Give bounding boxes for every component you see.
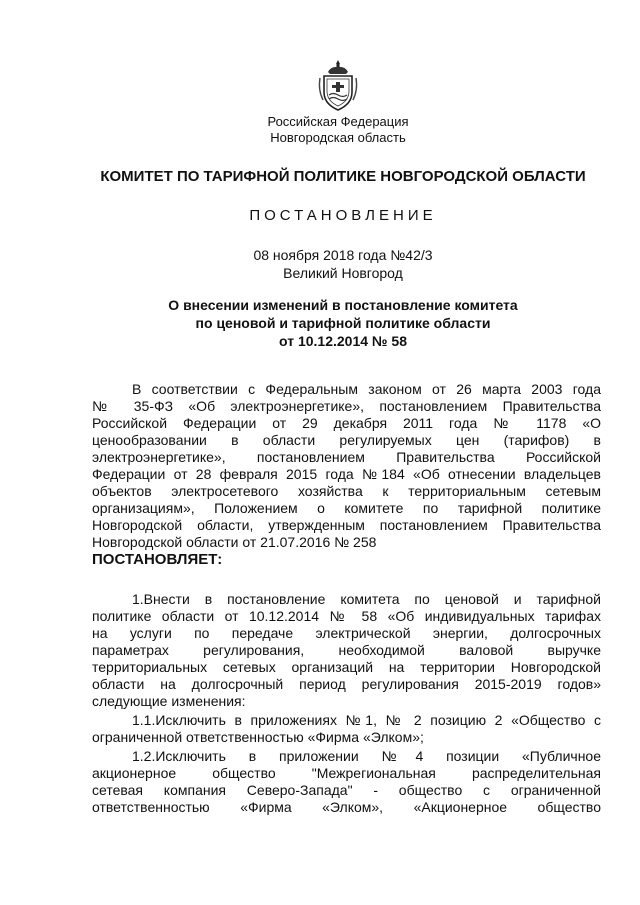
text-line: 1.1.Исключить в приложениях №1, № 2 позицию 2 «Общество с <box>132 712 601 728</box>
text-line: ответственностью «Фирма «Элком», «Акционерное общество <box>92 799 601 815</box>
text-line: организациям», Положением о комитете по тарифной политике <box>92 500 601 516</box>
title-line: О внесении изменений в постановление комитета <box>168 297 518 313</box>
item-1-1 <box>92 712 601 746</box>
text-line: ценообразовании в области регулируемых цен (тарифов) в <box>92 432 601 448</box>
text-line: объектов электросетевого хозяйства к территориальным сетевым <box>92 483 601 499</box>
text-line: Новгородской области, утвержденным постановлением Правительства <box>92 517 601 533</box>
text-line: электроэнергетике», постановлением Правительства Российской <box>92 449 601 465</box>
resolves-heading: ПОСТАНОВЛЯЕТ: <box>92 551 223 568</box>
text-line: В соответствии с Федеральным законом от 26 марта 2003 года <box>132 381 601 397</box>
country-name: Российская Федерация <box>267 114 409 129</box>
text-line: территориальных сетевых организаций на территории Новгородской <box>92 659 601 675</box>
text-line: политике области от 10.12.2014 № 58 «Об индивидуальных тарифах <box>92 608 601 624</box>
text-line: акционерное общество "Межрегиональная распределительная <box>92 765 601 781</box>
text-line: ограниченной ответственностью «Фирма «Элком»; <box>92 729 424 745</box>
committee-name: КОМИТЕТ ПО ТАРИФНОЙ ПОЛИТИКЕ НОВГОРОДСКОЙ ОБЛАСТИ <box>100 168 586 185</box>
document-title <box>0 296 640 350</box>
text-line: 1.Внести в постановление комитета по ценовой и тарифной <box>132 591 601 607</box>
text-line: на услуги по передаче электрической энергии, долгосрочных <box>92 625 601 641</box>
item-1-2 <box>92 748 601 816</box>
document-type: ПОСТАНОВЛЕНИЕ <box>249 207 437 224</box>
document-city: Великий Новгород <box>283 265 403 281</box>
region-name: Новгородская область <box>270 130 406 145</box>
title-line: по ценовой и тарифной политике области <box>195 315 491 331</box>
text-line: параметрах регулирования, необходимой валовой выручке <box>92 642 601 658</box>
text-line: области на долгосрочный период регулирования 2015-2019 годов» <box>92 676 601 692</box>
novgorod-coat-of-arms-icon <box>317 58 359 112</box>
text-line: Федерации от 28 февраля 2015 года №184 «Об отнесении владельцев <box>92 466 601 482</box>
document-date-number: 08 ноября 2018 года №42/3 <box>253 247 433 263</box>
text-line: Новгородской области от 21.07.2016 № 258 <box>92 534 377 550</box>
title-line: от 10.12.2014 № 58 <box>279 333 407 349</box>
text-line: Российской Федерации от 29 декабря 2011 года № 1178 «О <box>92 415 601 431</box>
text-line: сетевая компания Северо-Запада" - общество с ограниченной <box>92 782 601 798</box>
preamble-paragraph <box>92 381 601 568</box>
item-1 <box>92 591 601 710</box>
text-line: 1.2.Исключить в приложении №4 позиции «Публичное <box>132 748 601 764</box>
text-line: следующие изменения: <box>92 693 246 709</box>
text-line: № 35-ФЗ «Об электроэнергетике», постановлением Правительства <box>92 398 601 414</box>
